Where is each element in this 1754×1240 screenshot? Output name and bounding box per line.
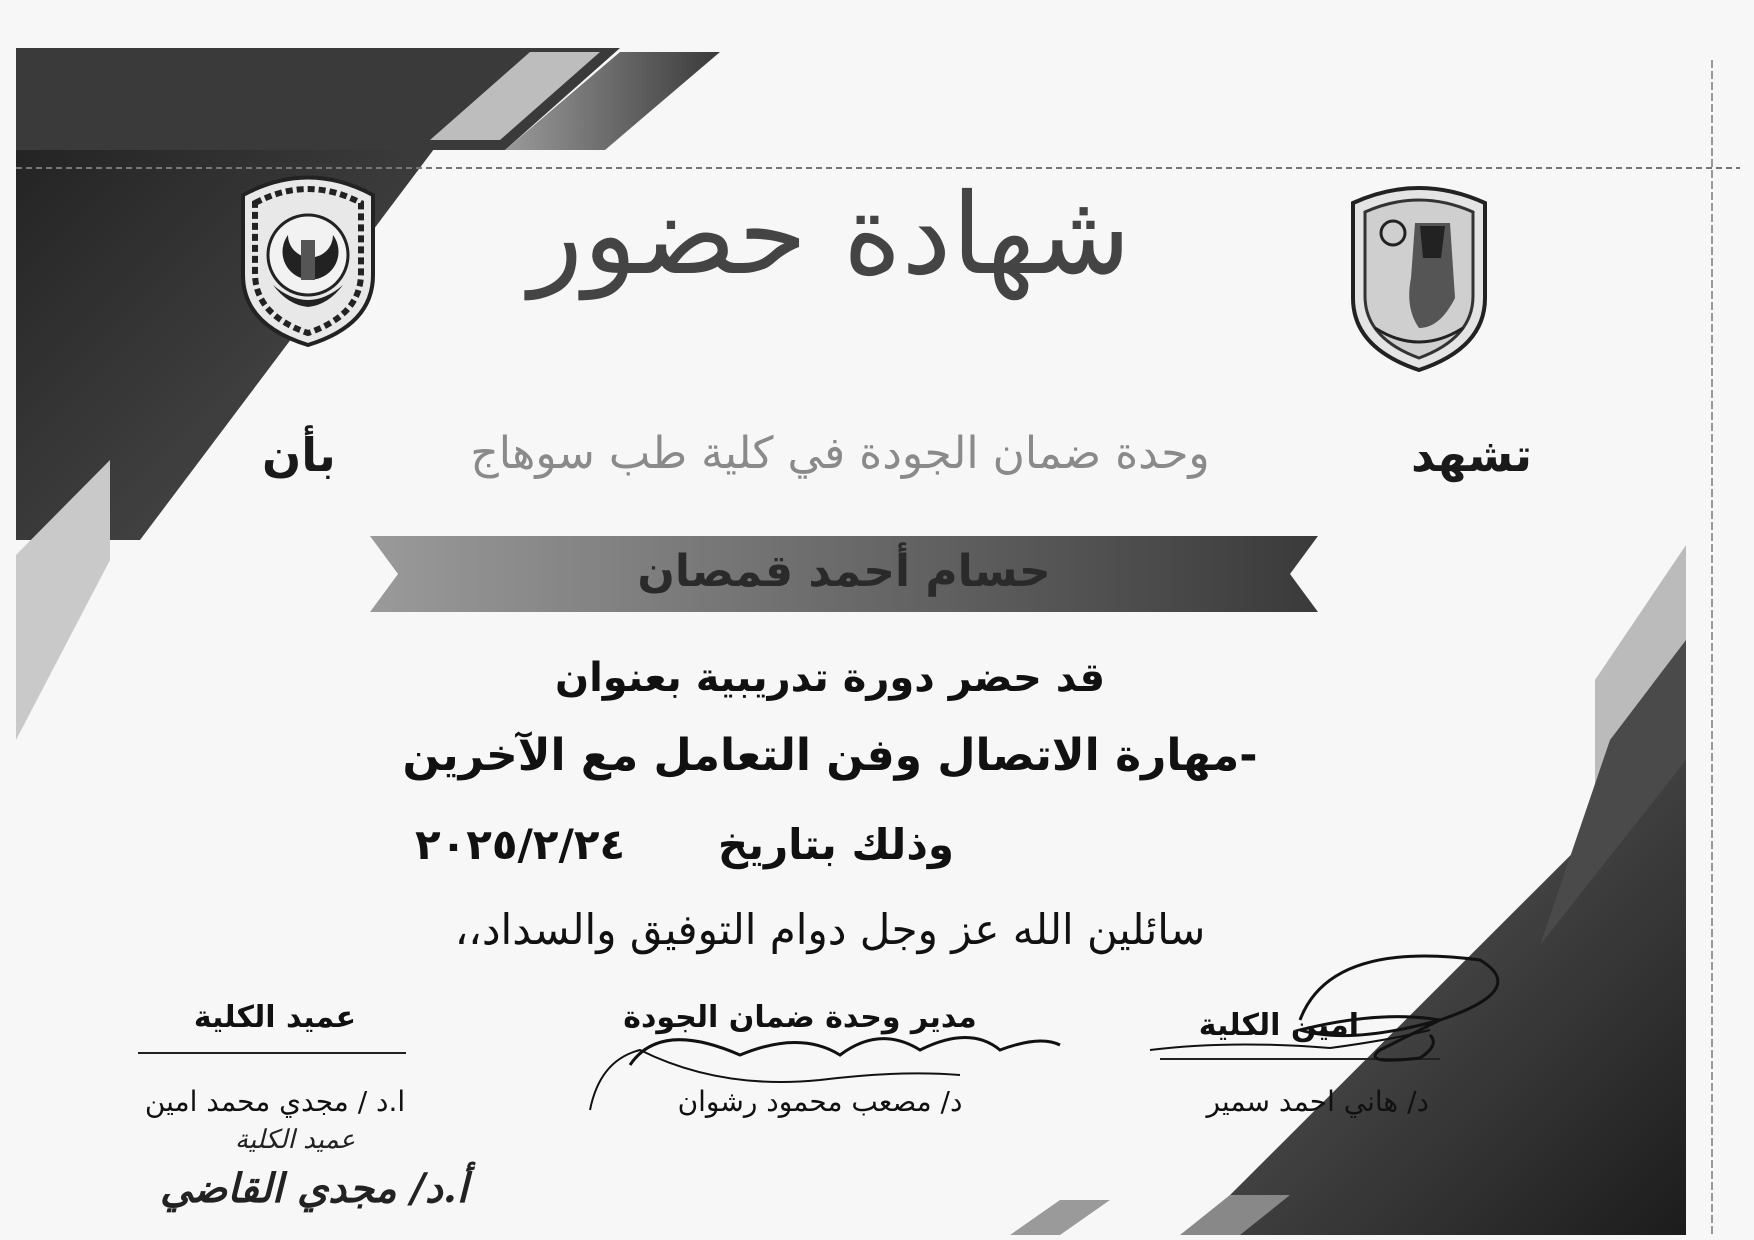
- signatory-role-quality-director: مدير وحدة ضمان الجودة: [623, 1000, 977, 1035]
- sohag-university-crest-icon: [1345, 178, 1493, 374]
- signatory-name-secretary-visible: د/ هاني احمد سمير: [1206, 1085, 1429, 1118]
- that-word: بأن: [262, 428, 336, 482]
- dean-stamp-line2: أ.د/ مجدي القاضي: [160, 1165, 468, 1212]
- recipient-name: حسام أحمد قمصان: [637, 546, 1051, 597]
- dean-stamp-line1: عميد الكلية: [235, 1125, 356, 1155]
- certificate-title: شهادة حضور: [528, 170, 1132, 300]
- signature-line-dean: [138, 1052, 406, 1054]
- date-value: ٢٠٢٥/٢/٢٤: [415, 820, 626, 869]
- signature-line-secretary: [1160, 1058, 1440, 1060]
- signatory-name-quality-director: د/ مصعب محمود رشوان: [677, 1085, 963, 1118]
- attended-line: قد حضر دورة تدريبية بعنوان: [554, 655, 1106, 701]
- band-bottom-light: [1010, 1200, 1110, 1235]
- signatory-name-dean: ا.د / مجدي محمد امين: [144, 1085, 406, 1118]
- attest-word: تشهد: [1410, 428, 1532, 482]
- date-prefix: وذلك بتاريخ: [717, 820, 954, 869]
- issuer-text: وحدة ضمان الجودة في كلية طب سوهاج: [470, 428, 1210, 479]
- closing-prayer: سائلين الله عز وجل دوام التوفيق والسداد،،: [454, 905, 1206, 954]
- course-title: -مهارة الاتصال وفن التعامل مع الآخرين: [402, 730, 1258, 781]
- faculty-of-medicine-crest-icon: [233, 165, 383, 350]
- signatory-role-secretary: امين الكلية: [1198, 1008, 1359, 1043]
- signatory-role-dean: عميد الكلية: [193, 1000, 357, 1035]
